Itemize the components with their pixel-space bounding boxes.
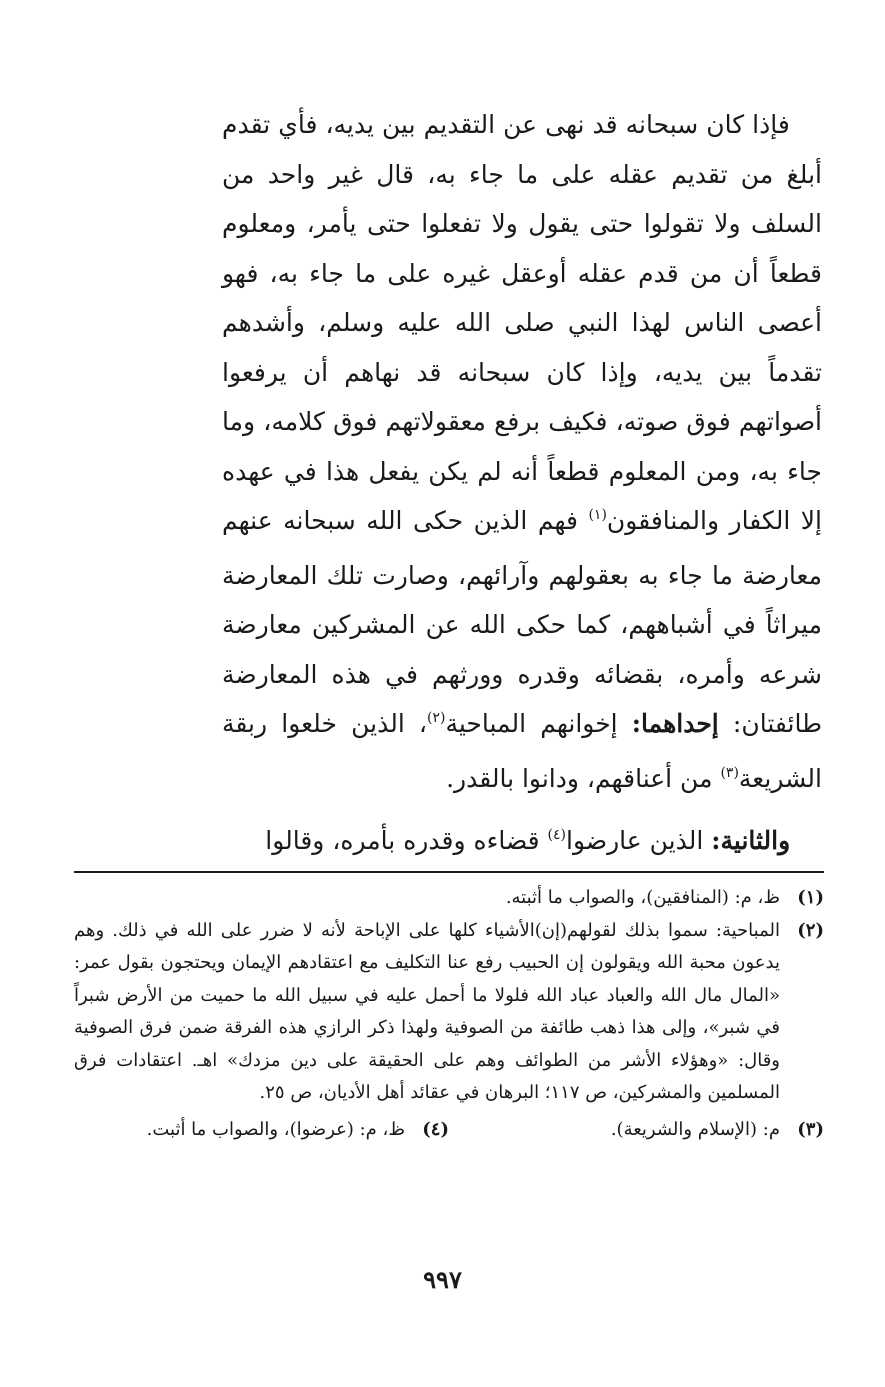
footnote-number: (٤) xyxy=(422,1118,449,1140)
footnote-number: (٢) xyxy=(797,919,824,941)
footnote-ref-1: (١) xyxy=(588,507,607,523)
footnote-text: ظ، م: (المنافقين)، والصواب ما أثبته. xyxy=(505,887,780,908)
footnote-row xyxy=(74,1114,824,1147)
footnote-1 xyxy=(74,882,824,915)
footnote-text: م: (الإسلام والشريعة). xyxy=(610,1118,780,1140)
footnote-2 xyxy=(74,915,824,1110)
paragraph-text: الذين عارضوا xyxy=(566,826,712,855)
paragraph-text: ، الذين خلعوا ربقة الشريعة xyxy=(222,709,822,793)
footnote-3 xyxy=(449,1114,824,1147)
footnote-text: المباحية: سموا بذلك لقولهم(إن)الأشياء كلها على الإباحة لأنه لا ضرر على الله في ذلك. وهم يدعون محبة الله ويقولون إن الحبيب رفع عنا التكليف مع اعتقادهم الإيمان ويحتجون بقول عمر: «المال مال الله والعباد عباد الله فلولا ما أحمل عليه في سبيل الله ما حميت من الأرض شبراً في شبر»، وإلى هذا ذهب طائفة من الصوفية ولهذا ذكر الرازي هذه الفرقة ضمن فرق الصوفية وقال: «وهؤلاء الأشر من الطوائف وهم على الحقيقة على دين مزدك» اهـ. اعتقادات فرق المسلمين والمشركين، ص ١١٧؛ البرهان في عقائد أهل الأديان، ص ٢٥. xyxy=(74,919,780,1103)
first-label: إحداهما: xyxy=(631,709,719,738)
second-label: والثانية: xyxy=(711,826,791,855)
paragraph-text: فهم الذين حكى الله سبحانه عنهم معارضة ما جاء به بعقولهم وآرائهم، وصارت تلك المعارضة ميراثاً في أشباههم، كما حكى الله عن المشركين معارضة شرعه وأمره، بقضائه وقدره وورثهم في هذه المعارضة طائفتان: xyxy=(222,506,822,738)
footnotes xyxy=(74,882,824,1146)
paragraph-text: إخوانهم المباحية xyxy=(445,709,632,738)
footnote-number: (١) xyxy=(797,887,824,908)
page-number: ٩٩٧ xyxy=(423,1265,462,1294)
paragraph-text: من أعناقهم، ودانوا بالقدر. xyxy=(446,763,721,793)
footnote-ref-3: (٣) xyxy=(720,764,739,781)
footnote-ref-4: (٤) xyxy=(547,827,566,843)
footnote-text: ظ، م: (عرضوا)، والصواب ما أثبت. xyxy=(146,1118,405,1140)
footnote-4 xyxy=(147,1114,449,1147)
paragraph-first xyxy=(222,100,822,808)
main-text xyxy=(222,100,822,871)
footnote-number: (٣) xyxy=(797,1118,824,1140)
paragraph-text: فإذا كان سبحانه قد نهى عن التقديم بين يديه، فأي تقدم أبلغ من تقديم عقله على ما جاء به، قال غير واحد من السلف ولا تقولوا حتى يقول ولا تفعلوا حتى يأمر، ومعلوم قطعاً أن من قدم عقله أوعقل غيره على ما جاء به، فهو أعصى الناس لهذا النبي صلى الله عليه وسلم، وأشدهم تقدماً بين يديه، وإذا كان سبحانه قد نهاهم أن يرفعوا أصواتهم فوق صوته، فكيف برفع معقولاتهم فوق كلامه، وما جاء به، ومن المعلوم قطعاً أنه لم يكن يفعل هذا في عهده إلا الكفار والمنافقون xyxy=(222,110,822,535)
footnote-divider xyxy=(74,871,824,873)
footnote-ref-2: (٢) xyxy=(427,710,446,726)
paragraph-second xyxy=(222,816,822,871)
paragraph-text: قضاءه وقدره بأمره، وقالوا xyxy=(265,826,548,855)
